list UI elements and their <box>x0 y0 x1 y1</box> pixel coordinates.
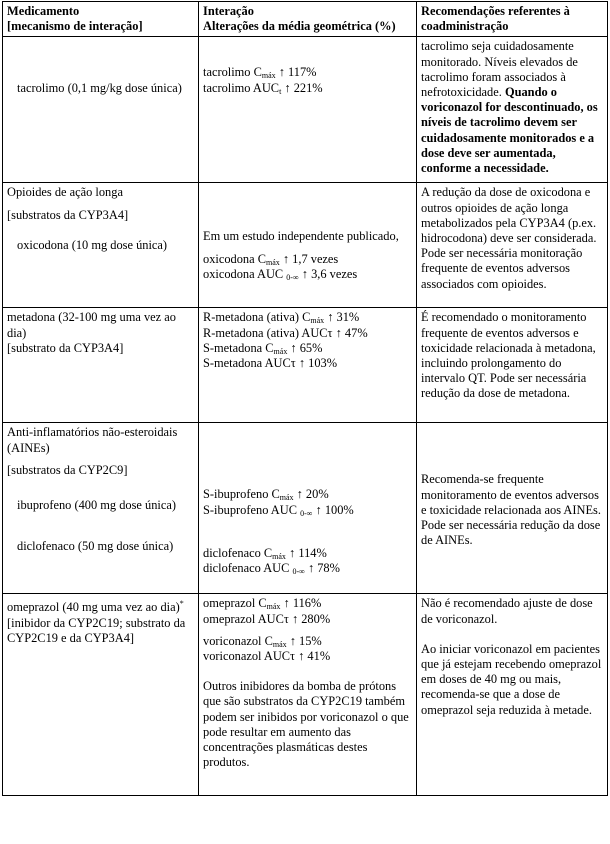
recommendation-cell <box>417 594 608 796</box>
interaction-table <box>2 1 608 796</box>
recommendation-text: Ao iniciar voriconazol em pacientes que já estejam recebendo omeprazol em doses de 40 mg ou mais, recomenda-se que a dose de omeprazol seja reduzida à metade. <box>421 641 602 717</box>
interaction-cell <box>199 594 417 796</box>
drug-name: ibuprofeno (400 mg dose única) <box>17 498 176 513</box>
drug-name: oxicodona (10 mg dose única) <box>17 237 168 252</box>
recommendation-cell <box>417 183 608 308</box>
table-header-row <box>3 2 608 37</box>
drug-mechanism: [substrato da CYP3A4] <box>7 340 124 355</box>
recommendation-text: Não é recomendado ajuste de dose de voriconazol. <box>421 596 593 626</box>
interaction-line: S-ibuprofeno $C_{máx}$ ↑ 20% <box>203 487 329 503</box>
drug-class: Anti-inflamatórios não-esteroidais (AINEs) <box>7 425 178 455</box>
recommendation-cell <box>417 37 608 183</box>
interaction-note: Outros inibidores da bomba de prótons que são substratos da CYP2C19 também podem ser inibidos por voriconazol o que pode resultar em aumento das concentrações plasmáticas destes produtos. <box>203 679 409 770</box>
interaction-line: omeprazol $C_{máx}$ ↑ 116% <box>203 596 322 612</box>
recommendation-text: A redução da dose de oxicodona e outros opioides de ação longa metabolizados pela CYP3A4 (p.ex. hidrocodona) deve ser considerada. Pode ser necessária monitoração frequente de eventos adversos associados com opioides. <box>421 185 597 291</box>
interaction-line: diclofenaco AUC $_{0-\infty}$ ↑ 78% <box>203 561 340 577</box>
interaction-cell <box>199 183 417 308</box>
drug-mechanism: [substratos da CYP3A4] <box>7 207 129 222</box>
header-medicamento: Medicamento [mecanismo de interação] <box>3 2 199 37</box>
drug-class: Opioides de ação longa <box>7 185 123 200</box>
drug-cell <box>3 594 199 796</box>
interaction-line: tacrolimo $AUC_t$ ↑ 221% <box>203 80 323 96</box>
interaction-line: omeprazol AUCτ ↑ 280% <box>203 611 331 626</box>
interaction-intro: Em um estudo independente publicado, <box>203 229 399 244</box>
interaction-line: S-ibuprofeno AUC $_{0-\infty}$ ↑ 100% <box>203 502 354 518</box>
table-row-aines <box>3 423 608 594</box>
drug-name: omeprazol (40 mg uma vez ao dia)* <box>7 599 184 615</box>
recommendation-cell <box>417 423 608 594</box>
header-recomendacoes: Recomendações referentes à coadministração <box>417 2 608 37</box>
interaction-line: diclofenaco $C_{máx}$ ↑ 114% <box>203 545 327 561</box>
interaction-line: oxicodona AUC $_{0-\infty}$ ↑ 3,6 vezes <box>203 266 358 282</box>
drug-mechanism: [substratos da CYP2C9] <box>7 462 128 477</box>
interaction-line: S-metadona AUCτ ↑ 103% <box>203 356 338 371</box>
interaction-line: S-metadona $C_{máx}$ ↑ 65% <box>203 340 323 356</box>
drug-mechanism: [inibidor da CYP2C19; substrato da CYP2C19 e da CYP3A4] <box>7 615 186 645</box>
table-row-metadona <box>3 308 608 423</box>
recommendation-text: É recomendado o monitoramento frequente de eventos adversos e toxicidade relacionada à metadona, incluindo prolongamento do intervalo QT. Pode ser necessária redução da dose de metadona. <box>421 310 596 401</box>
drug-cell <box>3 308 199 423</box>
drug-cell <box>3 423 199 594</box>
header-interacao: Interação Alterações da média geométrica (%) <box>199 2 417 37</box>
recommendation-cell <box>417 308 608 423</box>
recommendation-text: tacrolimo seja cuidadosamente monitorado. Níveis elevados de tacrolimo foram associados à nefrotoxicidade. Quando o voriconazol for descontinuado, os níveis de tacrolimo devem ser cuidadosamente monitorados e a dose deve ser aumentada, conforme a necessidade. <box>421 39 598 176</box>
interaction-line: R-metadona (ativa) $C_{máx}$ ↑ 31% <box>203 310 360 326</box>
table-row-opioides <box>3 183 608 308</box>
interaction-line: voriconazol AUCτ ↑ 41% <box>203 649 331 664</box>
table-row-tacrolimo <box>3 37 608 183</box>
drug-cell <box>3 183 199 308</box>
interaction-cell <box>199 37 417 183</box>
interaction-line: oxicodona $C_{máx}$ ↑ 1,7 vezes <box>203 251 339 267</box>
interaction-line: tacrolimo $C_{máx}$ ↑ 117% <box>203 65 317 81</box>
drug-name: tacrolimo (0,1 mg/kg dose única) <box>17 81 182 96</box>
table-row-omeprazol <box>3 594 608 796</box>
interaction-line: R-metadona (ativa) AUCτ ↑ 47% <box>203 325 368 340</box>
drug-cell <box>3 37 199 183</box>
interaction-line: voriconazol $C_{máx}$ ↑ 15% <box>203 633 322 649</box>
recommendation-text: Recomenda-se frequente monitoramento de eventos adversos e toxicidade relacionada aos AINEs. Pode ser necessária redução da dose de AINEs. <box>421 472 601 548</box>
drug-name: diclofenaco (50 mg dose única) <box>17 539 174 554</box>
drug-name: metadona (32-100 mg uma vez ao dia) <box>7 310 176 340</box>
interaction-cell <box>199 423 417 594</box>
interaction-cell <box>199 308 417 423</box>
